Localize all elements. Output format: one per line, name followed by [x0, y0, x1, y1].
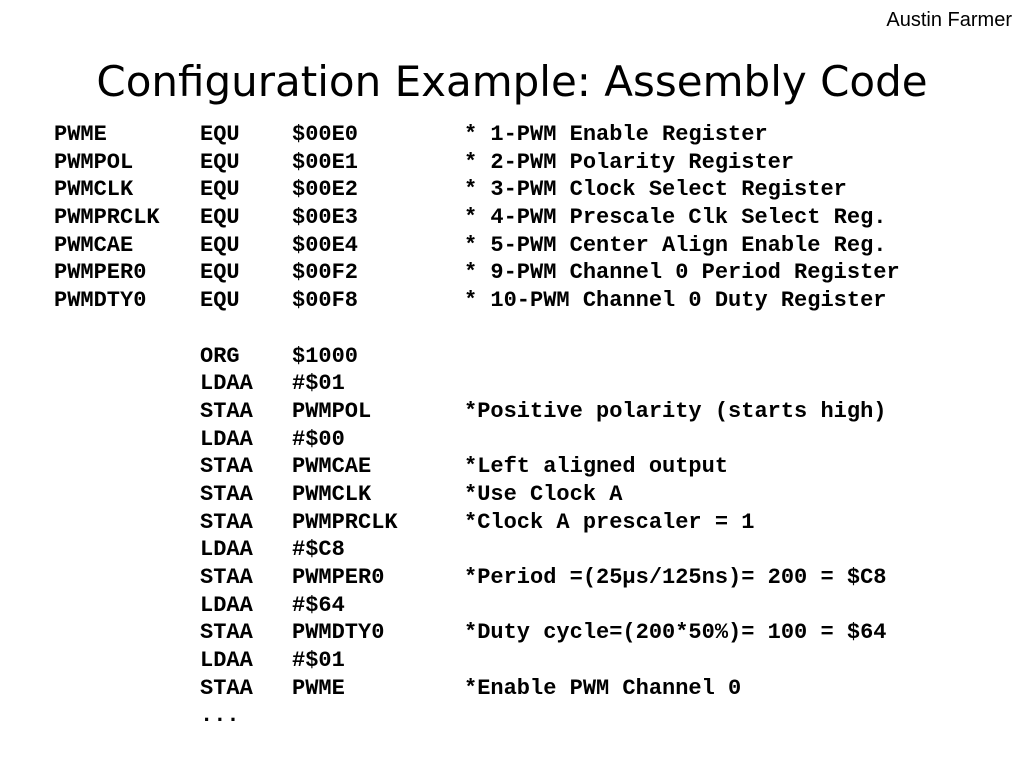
code-line: [54, 592, 900, 620]
code-opcode: LDAA: [200, 426, 253, 452]
code-label: PWMDTY0: [54, 288, 147, 314]
code-operand: $1000: [292, 343, 359, 369]
code-label: [54, 343, 200, 371]
code-comment: * 2-PWM Polarity Register: [464, 149, 795, 175]
code-operand: #$01: [292, 648, 345, 674]
code-opcode: STAA: [200, 398, 253, 424]
code-line: [54, 149, 900, 177]
code-operand: $00E2: [292, 177, 359, 203]
code-comment: *Positive polarity (starts high): [464, 398, 887, 424]
code-label: [54, 315, 200, 343]
code-label: PWMPRCLK: [54, 205, 160, 231]
code-line: [54, 509, 900, 537]
code-comment: * 4-PWM Prescale Clk Select Reg.: [464, 205, 887, 231]
code-line: [54, 564, 900, 592]
code-line: [54, 398, 900, 426]
code-label: [54, 536, 200, 564]
code-comment: *Left aligned output: [464, 454, 729, 480]
code-line: [54, 619, 900, 647]
code-line: [54, 481, 900, 509]
code-opcode: LDAA: [200, 648, 253, 674]
code-opcode: STAA: [200, 509, 253, 535]
code-comment: *Period =(25µs/125ns)= 200 = $C8: [464, 565, 887, 590]
code-comment: * 1-PWM Enable Register: [464, 122, 768, 147]
code-opcode: EQU: [200, 149, 240, 175]
code-operand: $00E0: [292, 122, 359, 147]
code-operand: PWMCLK: [292, 481, 372, 507]
code-operand: #$00: [292, 426, 345, 452]
code-label: PWMCAE: [54, 232, 134, 258]
code-opcode: EQU: [200, 122, 240, 147]
code-line: [54, 647, 900, 675]
code-label: [54, 398, 200, 426]
code-comment: * 5-PWM Center Align Enable Reg.: [464, 232, 887, 258]
author-name: Austin Farmer: [886, 9, 1012, 31]
code-line: [54, 426, 900, 454]
code-comment: * 3-PWM Clock Select Register: [464, 177, 847, 203]
code-operand: #$64: [292, 592, 345, 618]
code-comment: *Use Clock A: [464, 481, 623, 507]
code-opcode: EQU: [200, 232, 240, 258]
code-operand: $00E4: [292, 232, 359, 258]
code-line: [54, 232, 900, 260]
code-operand: PWMPRCLK: [292, 509, 398, 535]
code-opcode: EQU: [200, 260, 240, 286]
code-opcode: LDAA: [200, 592, 253, 618]
code-label: [54, 370, 200, 398]
assembly-code-block: [54, 121, 900, 730]
code-operand: $00E1: [292, 149, 359, 175]
code-label: [54, 481, 200, 509]
code-opcode: STAA: [200, 565, 253, 590]
code-label: [54, 426, 200, 454]
code-opcode: ...: [200, 703, 240, 729]
slide-title: Configuration Example: Assembly Code: [96, 57, 928, 106]
code-line: [54, 453, 900, 481]
code-opcode: [200, 315, 292, 343]
code-line: [54, 370, 900, 398]
code-opcode: LDAA: [200, 371, 253, 397]
code-label: [54, 592, 200, 620]
code-label: PWMPOL: [54, 149, 134, 175]
code-opcode: STAA: [200, 620, 253, 646]
code-operand: $00E3: [292, 205, 359, 231]
code-opcode: STAA: [200, 454, 253, 480]
code-line: [54, 675, 900, 703]
code-operand: [292, 315, 464, 343]
code-label: [54, 564, 200, 592]
code-opcode: EQU: [200, 205, 240, 231]
code-label: PWMPER0: [54, 260, 147, 286]
code-line: [54, 176, 900, 204]
code-comment: *Duty cycle=(200*50%)= 100 = $64: [464, 620, 887, 646]
code-opcode: EQU: [200, 177, 240, 203]
code-comment: * 10-PWM Channel 0 Duty Register: [464, 288, 887, 314]
code-label: [54, 619, 200, 647]
code-opcode: STAA: [200, 481, 253, 507]
code-label: [54, 453, 200, 481]
code-label: [54, 647, 200, 675]
code-operand: $00F8: [292, 288, 359, 314]
code-line: [54, 343, 900, 371]
code-operand: PWMPOL: [292, 398, 372, 424]
code-comment: * 9-PWM Channel 0 Period Register: [464, 260, 900, 286]
code-line: [54, 204, 900, 232]
code-opcode: LDAA: [200, 537, 253, 563]
code-label: [54, 702, 200, 730]
code-operand: #$01: [292, 371, 345, 397]
code-label: [54, 509, 200, 537]
code-label: [54, 675, 200, 703]
code-operand: PWME: [292, 675, 345, 701]
code-line: [54, 121, 900, 149]
code-opcode: STAA: [200, 675, 253, 701]
code-label: PWME: [54, 122, 107, 147]
code-operand: $00F2: [292, 260, 359, 286]
code-label: PWMCLK: [54, 177, 134, 203]
code-line: [54, 702, 900, 730]
code-comment: *Enable PWM Channel 0: [464, 675, 742, 701]
code-operand: PWMPER0: [292, 565, 385, 590]
code-opcode: EQU: [200, 288, 240, 314]
code-operand: [292, 702, 464, 730]
code-opcode: ORG: [200, 343, 240, 369]
code-operand: PWMDTY0: [292, 620, 385, 646]
code-line: [54, 536, 900, 564]
code-operand: #$C8: [292, 537, 345, 563]
code-operand: PWMCAE: [292, 454, 372, 480]
code-line: [54, 259, 900, 287]
code-comment: *Clock A prescaler = 1: [464, 509, 755, 535]
code-line: [54, 315, 900, 343]
code-line: [54, 287, 900, 315]
